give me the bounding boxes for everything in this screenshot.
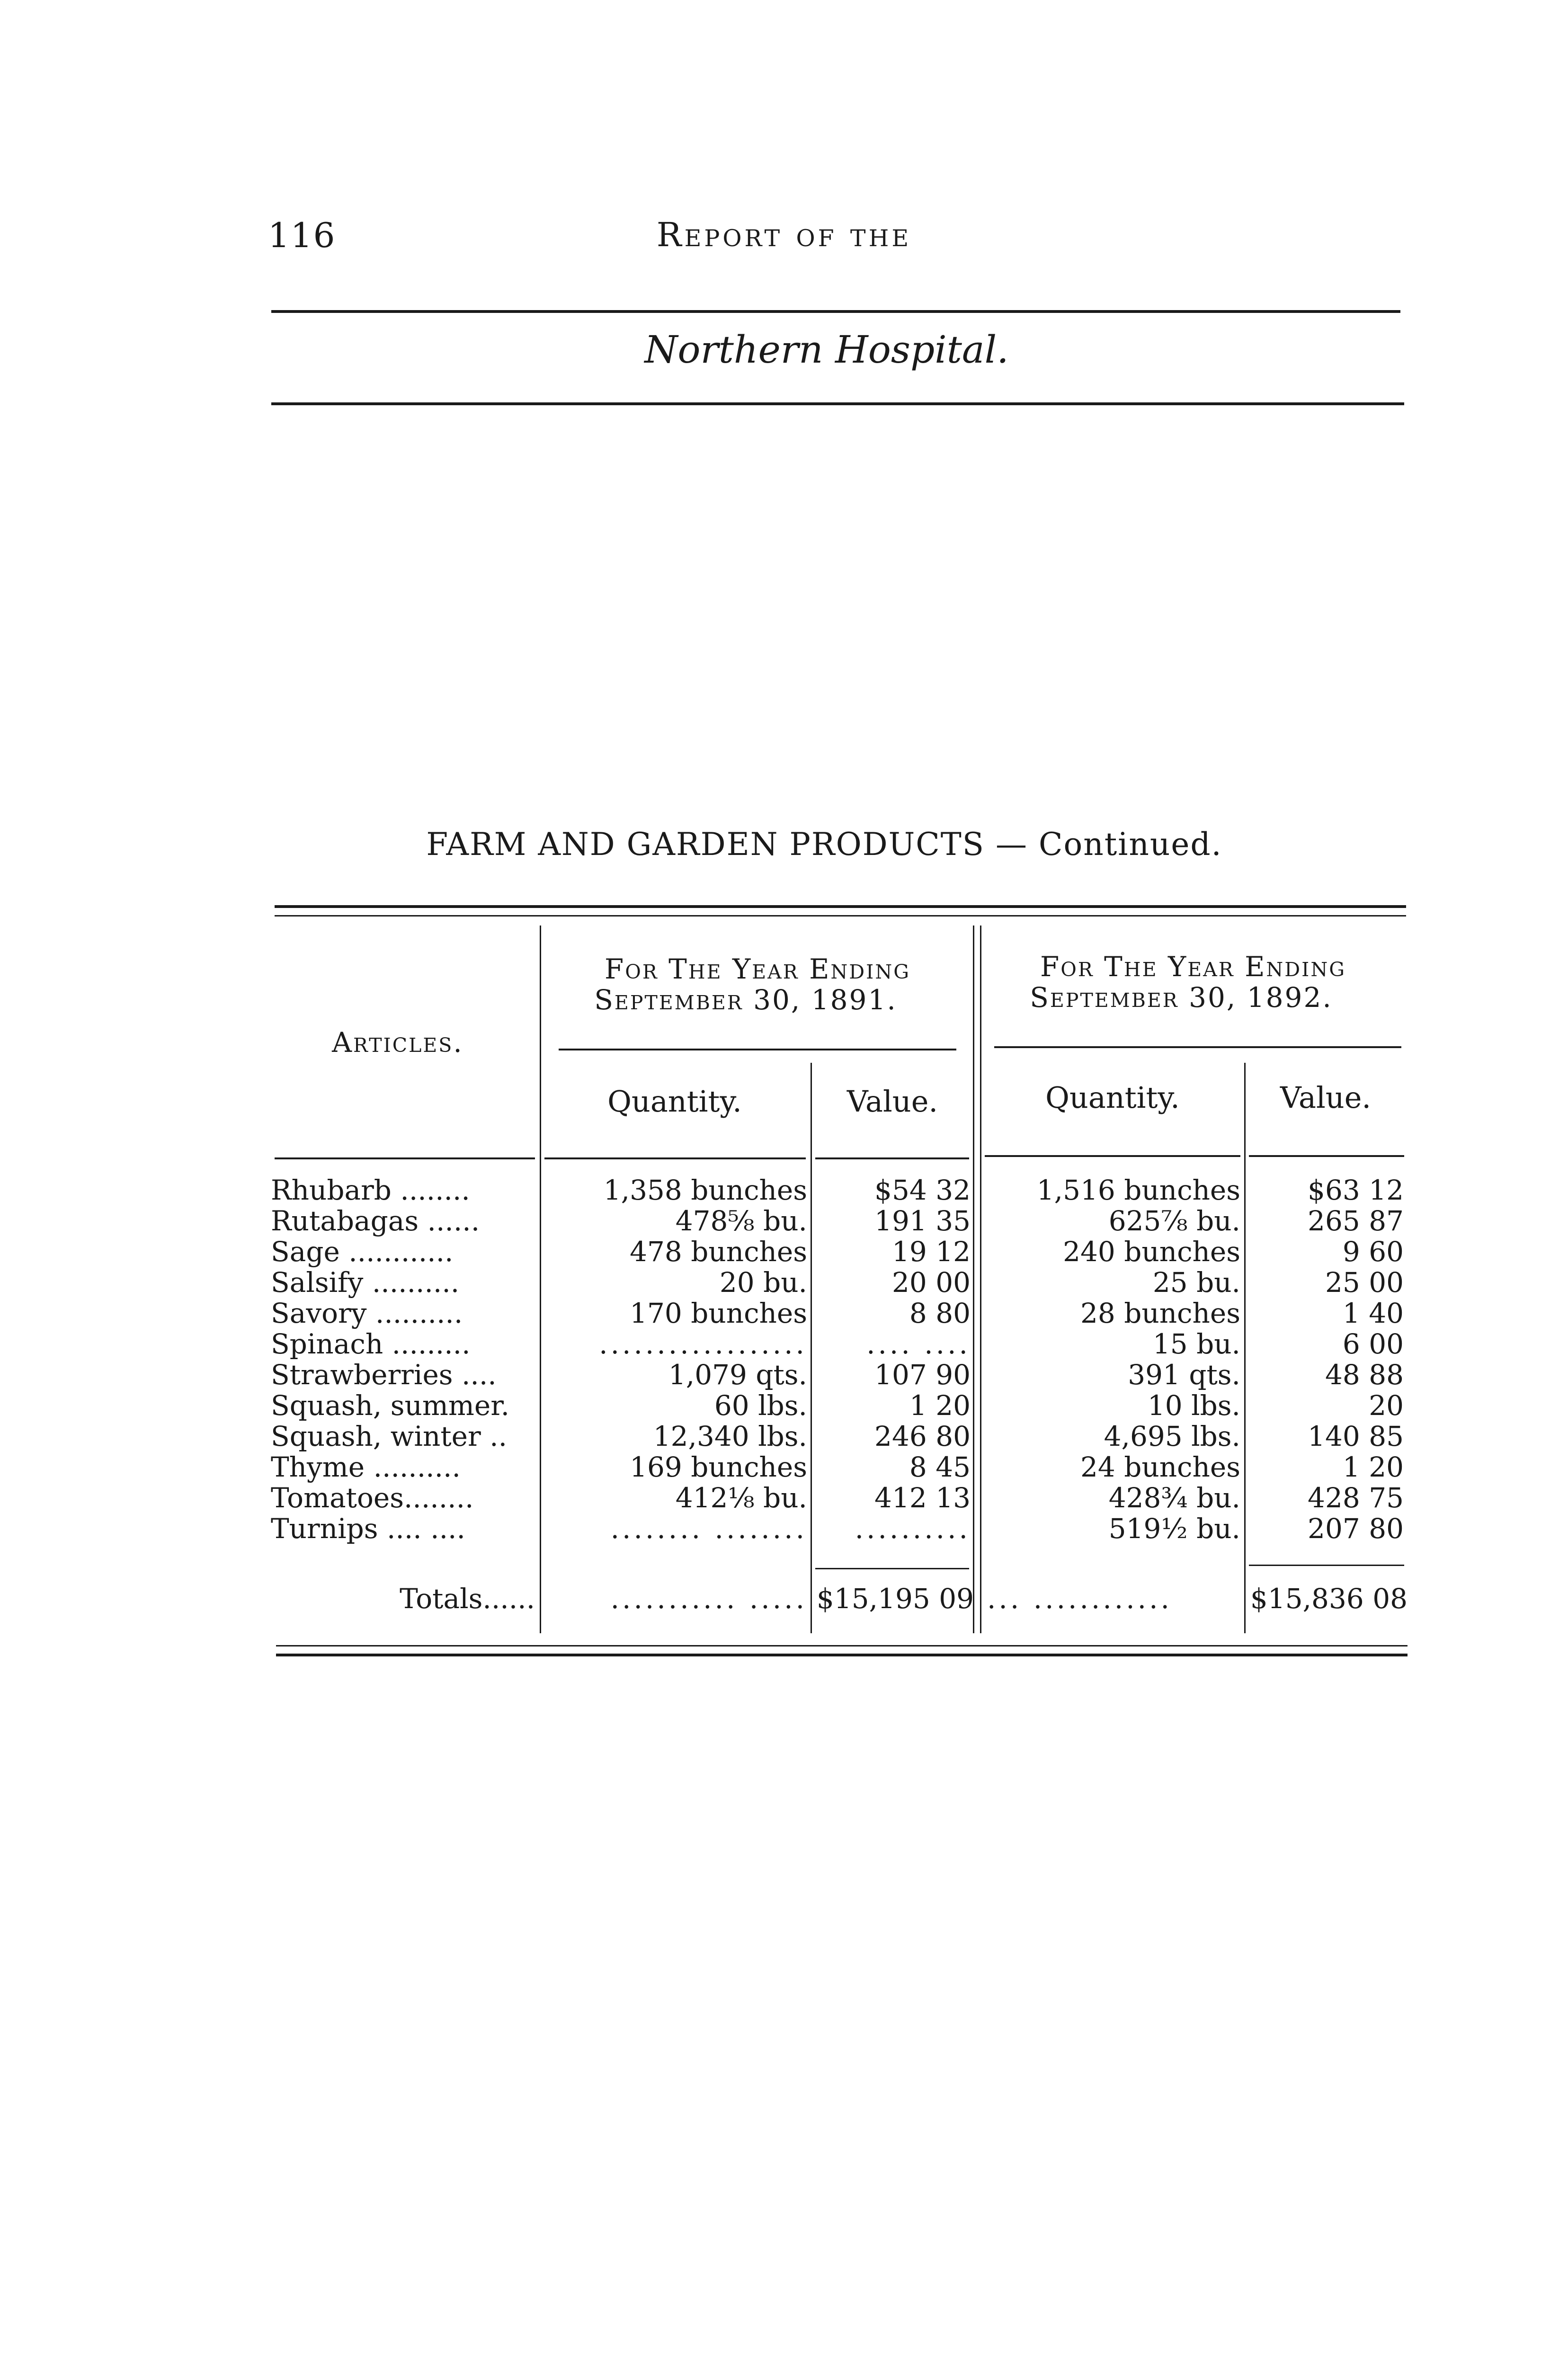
table-row [0, 1390, 1568, 1421]
row-quantity-1892: 25 bu. [1152, 1266, 1240, 1299]
row-value-1891: .... .... [866, 1328, 971, 1360]
totals-value-1891: $15,195 09 [816, 1583, 974, 1615]
row-value-1892: 48 88 [1325, 1359, 1404, 1391]
year2-heading-line1: For The Year Ending [1040, 951, 1346, 983]
row-quantity-1892: 391 qts. [1128, 1359, 1240, 1391]
row-quantity-1891: 169 bunches [630, 1451, 807, 1483]
heading-rule-q2 [985, 1155, 1240, 1157]
row-article: Tomatoes........ [271, 1483, 474, 1513]
row-value-1891: 1 20 [909, 1389, 971, 1422]
row-article: Salsify .......... [271, 1267, 460, 1298]
row-value-1891: .......... [855, 1513, 971, 1545]
row-quantity-1892: 428¾ bu. [1108, 1482, 1240, 1514]
row-quantity-1892: 519½ bu. [1108, 1513, 1240, 1545]
row-value-1892: 207 80 [1308, 1513, 1404, 1545]
row-quantity-1892: 28 bunches [1080, 1297, 1240, 1329]
totals-value-1892: $15,836 08 [1250, 1583, 1408, 1615]
table-title: FARM AND GARDEN PRODUCTS — Continued. [426, 826, 1222, 863]
row-quantity-1892: 1,516 bunches [1036, 1174, 1240, 1206]
row-quantity-1891: 60 lbs. [714, 1389, 807, 1422]
row-article: Squash, summer. [271, 1390, 510, 1421]
row-value-1891: $54 32 [874, 1174, 971, 1206]
heading-rule-v1 [815, 1157, 969, 1159]
row-value-1892: 6 00 [1342, 1328, 1404, 1360]
row-article: Thyme .......... [271, 1452, 461, 1483]
table-rule-top-1 [275, 905, 1406, 908]
row-value-1891: 412 13 [874, 1482, 971, 1514]
row-quantity-1891: 1,358 bunches [603, 1174, 807, 1206]
totals-rule-v2 [1249, 1565, 1404, 1566]
running-head: Report of the [656, 215, 912, 254]
value-heading-1891: Value. [846, 1084, 938, 1119]
year1-heading-line2: September 30, 1891. [594, 984, 897, 1016]
table-row [0, 1360, 1568, 1390]
table-row [0, 1421, 1568, 1452]
totals-quantity-1892: ... ............ [987, 1583, 1172, 1615]
row-value-1892: $63 12 [1308, 1174, 1404, 1206]
row-value-1892: 25 00 [1325, 1266, 1404, 1299]
quantity-heading-1892: Quantity. [1045, 1080, 1180, 1115]
row-value-1892: 20 [1369, 1389, 1404, 1422]
row-value-1892: 1 40 [1342, 1297, 1404, 1329]
row-quantity-1891: 20 bu. [719, 1266, 807, 1299]
articles-heading: Articles. [332, 1026, 463, 1059]
table-row [0, 1237, 1568, 1267]
row-value-1892: 140 85 [1308, 1420, 1404, 1452]
row-value-1892: 9 60 [1342, 1236, 1404, 1268]
row-article: Sage ............ [271, 1237, 454, 1267]
row-article: Squash, winter .. [271, 1421, 508, 1452]
row-quantity-1891: .................. [599, 1328, 807, 1360]
table-row [0, 1298, 1568, 1329]
row-article: Rhubarb ........ [271, 1175, 470, 1206]
row-quantity-1892: 240 bunches [1063, 1236, 1240, 1268]
table-rule-bottom-2 [276, 1654, 1408, 1656]
row-quantity-1891: 170 bunches [630, 1297, 807, 1329]
row-article: Savory .......... [271, 1298, 463, 1329]
year2-heading-line2: September 30, 1892. [1030, 981, 1333, 1014]
heading-rule-v2 [1249, 1155, 1404, 1157]
value-heading-1892: Value. [1280, 1080, 1372, 1115]
row-value-1891: 191 35 [874, 1205, 971, 1237]
table-rule-bottom-1 [276, 1645, 1408, 1646]
row-value-1891: 8 45 [909, 1451, 971, 1483]
row-quantity-1892: 625⅞ bu. [1108, 1205, 1240, 1237]
quantity-heading-1891: Quantity. [607, 1084, 742, 1119]
row-article: Strawberries .... [271, 1360, 497, 1390]
row-quantity-1891: 12,340 lbs. [653, 1420, 807, 1452]
row-value-1891: 19 12 [891, 1236, 971, 1268]
table-row [0, 1267, 1568, 1298]
heading-rule-q1 [544, 1157, 806, 1159]
row-quantity-1892: 4,695 lbs. [1104, 1420, 1240, 1452]
row-quantity-1891: 412⅛ bu. [675, 1482, 807, 1514]
year2-heading-rule [994, 1046, 1401, 1048]
section-subhead: Northern Hospital. [644, 328, 1009, 372]
row-quantity-1891: 478 bunches [630, 1236, 807, 1268]
row-quantity-1891: ........ ........ [610, 1513, 807, 1545]
row-article: Spinach ......... [271, 1329, 471, 1360]
row-quantity-1892: 10 lbs. [1147, 1389, 1240, 1422]
row-value-1892: 265 87 [1308, 1205, 1404, 1237]
totals-rule-v1 [815, 1568, 969, 1569]
row-quantity-1891: 478⅝ bu. [675, 1205, 807, 1237]
totals-label: Totals...... [400, 1584, 535, 1614]
row-article: Rutabagas ...... [271, 1206, 480, 1237]
table-row [0, 1206, 1568, 1237]
table-row [0, 1329, 1568, 1360]
heading-rule-articles [275, 1157, 535, 1159]
table-row [0, 1452, 1568, 1483]
row-value-1892: 1 20 [1342, 1451, 1404, 1483]
row-value-1891: 107 90 [874, 1359, 971, 1391]
page-number: 116 [268, 215, 336, 255]
row-value-1892: 428 75 [1308, 1482, 1404, 1514]
row-quantity-1892: 24 bunches [1080, 1451, 1240, 1483]
row-article: Turnips .... .... [271, 1513, 465, 1544]
totals-row [0, 1584, 1568, 1614]
table-row [0, 1483, 1568, 1513]
table-row [0, 1175, 1568, 1206]
row-value-1891: 246 80 [874, 1420, 971, 1452]
row-quantity-1892: 15 bu. [1152, 1328, 1240, 1360]
totals-quantity-1891: ........... ..... [610, 1583, 807, 1615]
table-row [0, 1513, 1568, 1544]
table-rule-top-2 [275, 915, 1406, 917]
row-value-1891: 8 80 [909, 1297, 971, 1329]
year1-heading-rule [559, 1049, 956, 1050]
row-quantity-1891: 1,079 qts. [668, 1359, 807, 1391]
year1-heading-line1: For The Year Ending [604, 953, 910, 985]
row-value-1891: 20 00 [891, 1266, 971, 1299]
